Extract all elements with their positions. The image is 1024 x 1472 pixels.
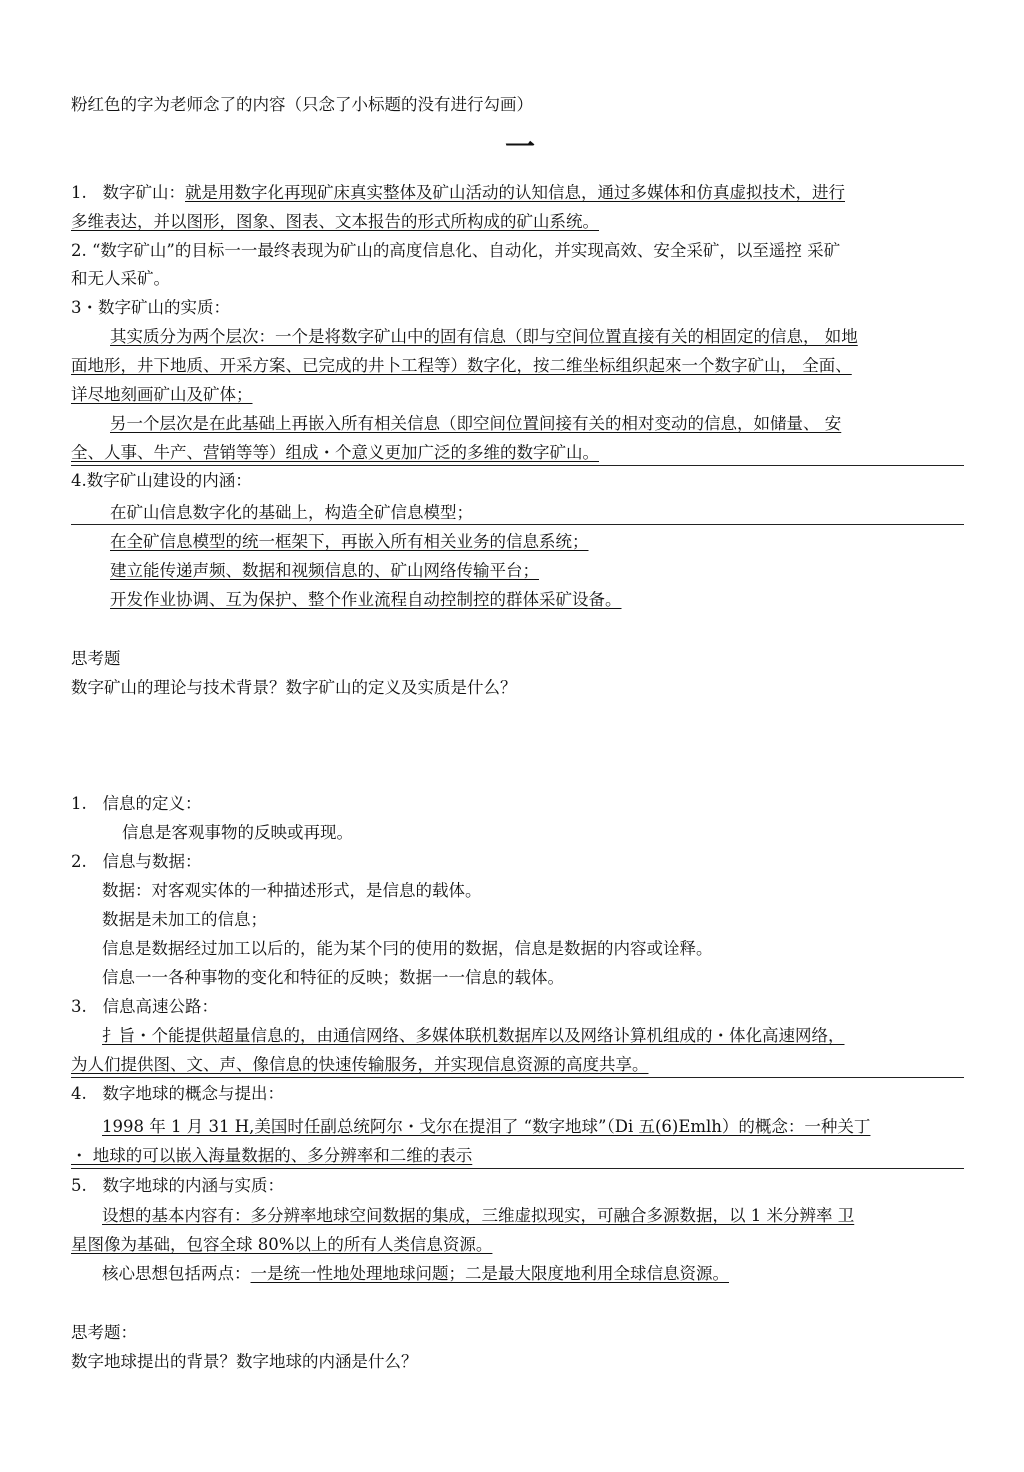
s2-item2-line2: 数据是未加工的信息； <box>102 910 267 929</box>
s2-item1-heading <box>71 793 202 815</box>
s1-item2-line2: 和无人采矿。 <box>71 269 170 288</box>
s2-item4-number: 4. <box>71 1084 87 1103</box>
s2-item5-line2: 星图像为基础，包容全球 80%以上的所有人类信息资源。 <box>71 1235 493 1254</box>
s1-item2-line1: 2. “数字矿山”的目标一一最终表现为矿山的高度信息化、自动化，并实现高效、安全采矿，以至遥控 采矿 <box>71 241 841 260</box>
s2-item5-core-label: 核心思想包括两点： <box>102 1264 251 1283</box>
s2-item3-number: 3. <box>71 997 87 1016</box>
s2-item4-line1: 1998 年 1 月 31 H,美国时任副总统阿尔・戈尔在提泪了 “数字地球”（Di 五(6)Emlh）的概念：一种关丁 <box>102 1117 871 1136</box>
s1-item3-p1-line1: 其实质分为两个层次：一个是将数字矿山中的固有信息（即与空间位置直接有关的相固定的信息， 如地 <box>110 327 858 346</box>
s2-item3-line1: 扌旨・个能提供超量信息的，由通信网络、多媒体联机数据库以及网络讣算机组成的・体化高速网络， <box>102 1026 845 1045</box>
s2-think-question: 数字地球提出的背景？数字地球的内涵是什么？ <box>71 1352 418 1371</box>
s2-item3-heading <box>71 996 218 1018</box>
s2-item5-number: 5. <box>71 1176 87 1195</box>
s1-item3-p1-line3: 详尽地刻画矿山及矿体； <box>71 385 253 404</box>
section-heading: 一 <box>505 130 535 165</box>
s1-think-question: 数字矿山的理论与技术背景？数字矿山的定义及实质是什么？ <box>71 678 517 697</box>
s2-item2-heading <box>71 851 202 873</box>
s2-think-label: 思考题： <box>71 1323 137 1342</box>
note-line: 粉红色的字为老师念了的内容（只念了小标题的没有进行勾画） <box>71 95 533 114</box>
s2-item5-core-text: 一是统一性地处理地球问题；二是最大限度地利用全球信息资源。 <box>250 1264 729 1283</box>
s1-item3-heading: 3・数字矿山的实质： <box>71 298 230 317</box>
s2-item1-body: 信息是客观事物的反映或再现。 <box>122 823 353 842</box>
s2-item5-line1: 设想的基本内容有：多分辨率地球空间数据的集成，三维虚拟现实，可融合多源数据，以 1 米分辨率 卫 <box>102 1206 855 1225</box>
s2-item5-heading <box>71 1175 284 1197</box>
s1-item3-p2-line1: 另一个层次是在此基础上再嵌入所有相关信息（即空间位置间接有关的相对变动的信息，如储量、 安 <box>110 414 842 433</box>
s2-item2-line3: 信息是数据经过加工以后的，能为某个冃的使用的数据，信息是数据的内容或诠释。 <box>102 939 713 958</box>
s1-item4-line4: 开发作业协调、互为保护、整个作业流程自动控制控的群体采矿设备。 <box>110 590 622 609</box>
s2-item4-title: 数字地球的概念与提出： <box>102 1084 284 1103</box>
s2-item2-number: 2. <box>71 852 87 871</box>
s1-think-label: 思考题 <box>71 649 121 668</box>
s2-item4-heading <box>71 1083 284 1105</box>
s2-item3-line2: 为人们提供图、文、声、像信息的快速传输服务，并实现信息资源的高度共享。 <box>71 1055 649 1074</box>
s1-item4-line2: 在全矿信息模型的统一框架下，再嵌入所有相关业务的信息系统； <box>110 532 589 551</box>
s1-item4-line1: 在矿山信息数字化的基础上，构造全矿信息模型； <box>110 503 473 522</box>
s1-item4-line3: 建立能传递声频、数据和视频信息的、矿山网络传输平台； <box>110 561 539 580</box>
s1-item1-line2: 多维表达，并以图形，图象、图表、文本报告的形式所构成的矿山系统。 <box>71 212 599 231</box>
s2-item4-line2: ・ 地球的可以嵌入海量数据的、多分辨率和二维的表示 <box>71 1146 473 1165</box>
underline-rule <box>71 465 964 466</box>
underline-rule <box>71 1077 964 1078</box>
s1-item1-text: 就是用数字化再现矿床真实整体及矿山活动的认知信息，通过多媒体和仿真虚拟技术，进行 <box>185 183 845 202</box>
underline-rule <box>71 524 964 525</box>
s1-item4-heading: 4.数字矿山建设的内涵： <box>71 471 252 490</box>
s1-item3-p1-line2: 面地形，井下地质、开采方案、已完成的井卜工程等）数字化，按二维坐标组织起來一个数字矿山， 全面、 <box>71 356 852 375</box>
s1-item3-p2-line2: 全、人事、牛产、营销等等）组成・个意义更加广泛的多维的数字矿山。 <box>71 443 599 462</box>
s2-item1-number: 1. <box>71 794 87 813</box>
s2-item5-line3 <box>102 1263 729 1285</box>
s2-item2-title: 信息与数据： <box>102 852 202 871</box>
s1-item1-number: 1. <box>71 183 87 202</box>
s2-item2-line4: 信息一一各种事物的变化和特征的反映；数据一一信息的载体。 <box>102 968 564 987</box>
s2-item2-line1: 数据：对客观实体的一种描述形式，是信息的载体。 <box>102 881 482 900</box>
s2-item5-title: 数字地球的内涵与实质： <box>102 1176 284 1195</box>
s2-item3-title: 信息高速公路： <box>102 997 218 1016</box>
s1-item1-label: 数字矿山： <box>102 183 185 202</box>
s1-item1-line1 <box>71 182 845 204</box>
s2-item1-title: 信息的定义： <box>102 794 202 813</box>
underline-rule <box>71 1168 964 1169</box>
